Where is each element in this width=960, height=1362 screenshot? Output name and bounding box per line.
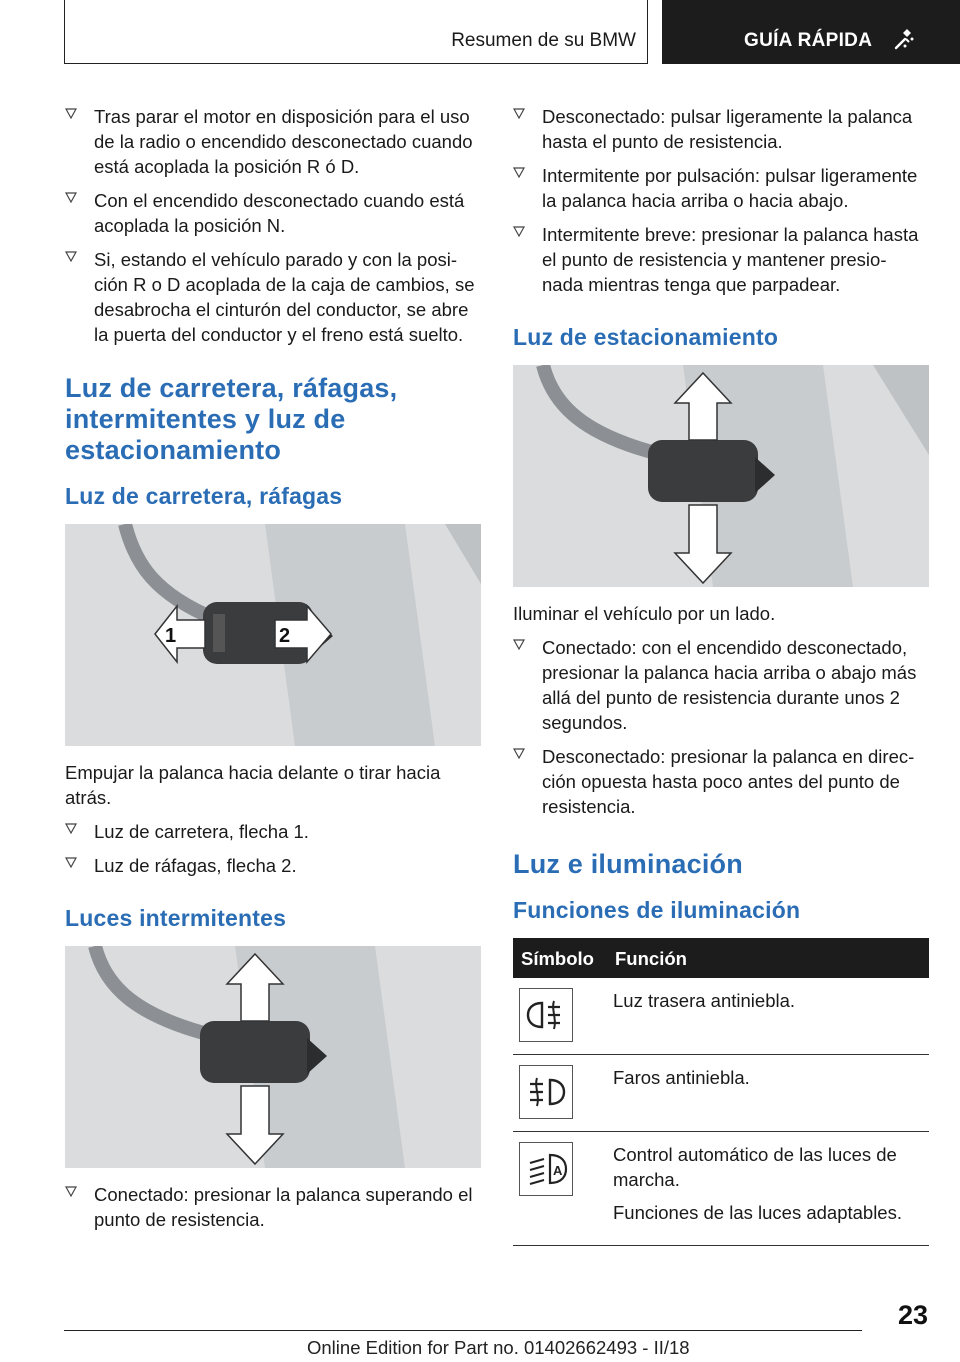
quick-guide-icon <box>894 28 916 50</box>
function-text: Luz trasera antiniebla. <box>613 990 796 1011</box>
header-guide-tab[interactable] <box>662 0 960 64</box>
table-row <box>513 978 929 1055</box>
footer-edition: Online Edition for Part no. 01402662493 - II/18 <box>307 1337 690 1358</box>
list-item <box>513 635 929 735</box>
auto-headlight-icon <box>519 1142 573 1196</box>
triangle-bullet-icon <box>65 856 77 868</box>
table-row <box>513 1055 929 1132</box>
bullet-text: Luz de carretera, flecha 1. <box>94 821 309 842</box>
bullet-text: Conectado: con el encendido desconectado, presionar la palanca hacia arriba o abajo más allá del punto de resistencia durante unos 2 segundos. <box>542 637 917 733</box>
subsection-heading: Funciones de iluminación <box>513 897 801 923</box>
bullet-text: Desconectado: presionar la palanca en direc‐ ción opuesta hasta poco antes del punto de resistencia. <box>542 746 915 817</box>
header-section-title: Resumen de su BMW <box>451 30 636 51</box>
turn-signal-illustration <box>65 946 481 1168</box>
bullet-text: Tras parar el motor en disposición para el uso de la radio o encendido desconectado cuando está acoplada la posición R ó D. <box>94 106 473 177</box>
lighting-functions-table <box>513 938 929 1246</box>
list-item <box>513 222 929 297</box>
bullet-text: Desconectado: pulsar ligeramente la palanca hasta el punto de resistencia. <box>542 106 913 152</box>
triangle-bullet-icon <box>65 191 77 203</box>
table-header-symbol: Símbolo <box>513 938 607 978</box>
bullet-text: Intermitente por pulsación: pulsar ligeramente la palanca hacia arriba o hacia abajo. <box>542 165 918 211</box>
function-text: Faros antiniebla. <box>613 1067 750 1088</box>
section-heading: Luz e iluminación <box>513 849 743 879</box>
triangle-bullet-icon <box>513 107 525 119</box>
list-item <box>65 1182 481 1232</box>
front-fog-light-icon <box>519 1065 573 1119</box>
table-row <box>513 1132 929 1246</box>
bullet-text: Si, estando el vehículo parado y con la posi‐ ción R o D acoplada de la caja de cambios, se desabrocha el cinturón del conductor, se abre la puerta del conductor y el freno está suelto. <box>94 249 475 345</box>
triangle-bullet-icon <box>65 107 77 119</box>
subsection-heading: Luces intermitentes <box>65 905 287 931</box>
footer-divider <box>64 1330 862 1331</box>
parking-light-illustration <box>513 365 929 587</box>
header-guide-label: GUÍA RÁPIDA <box>744 30 873 51</box>
list-item <box>65 247 481 347</box>
paragraph: Empujar la palanca hacia delante o tirar hacia atrás. <box>65 762 441 808</box>
bullet-text: Luz de ráfagas, flecha 2. <box>94 855 297 876</box>
triangle-bullet-icon <box>513 225 525 237</box>
subsection-heading: Luz de estacionamiento <box>513 324 779 350</box>
function-text: Control automático de las luces de marcha. <box>613 1144 897 1190</box>
triangle-bullet-icon <box>513 166 525 178</box>
triangle-bullet-icon <box>65 1185 77 1197</box>
bullet-text: Conectado: presionar la palanca superando el punto de resistencia. <box>94 1184 473 1230</box>
subsection-heading: Luz de carretera, ráfagas <box>65 483 343 509</box>
list-item <box>513 104 929 154</box>
arrow-label-1: 1 <box>165 625 177 647</box>
triangle-bullet-icon <box>513 638 525 650</box>
bullet-text: Intermitente breve: presionar la palanca hasta el punto de resistencia y mantener presio‐ nada mientras tenga que parpadear. <box>542 224 919 295</box>
svg-text:A: A <box>553 1163 563 1178</box>
list-item <box>65 819 481 844</box>
list-item <box>65 104 481 179</box>
rear-fog-light-icon <box>519 988 573 1042</box>
paragraph: Iluminar el vehículo por un lado. <box>513 603 776 624</box>
triangle-bullet-icon <box>513 747 525 759</box>
list-item <box>513 744 929 819</box>
left-column <box>65 104 481 1241</box>
triangle-bullet-icon <box>65 250 77 262</box>
list-item <box>513 163 929 213</box>
highbeam-stalk-illustration <box>65 524 481 746</box>
table-header-function: Función <box>607 938 929 978</box>
list-item <box>65 853 481 878</box>
page-number: 23 <box>897 1300 928 1330</box>
function-text: Funciones de las luces adaptables. <box>613 1202 902 1223</box>
triangle-bullet-icon <box>65 822 77 834</box>
right-column <box>513 104 929 1246</box>
arrow-label-2: 2 <box>279 625 291 647</box>
list-item <box>65 188 481 238</box>
bullet-text: Con el encendido desconectado cuando está acoplada la posición N. <box>94 190 465 236</box>
section-heading: Luz de carretera, ráfagas, intermitentes y luz de estacionamiento <box>65 373 398 465</box>
